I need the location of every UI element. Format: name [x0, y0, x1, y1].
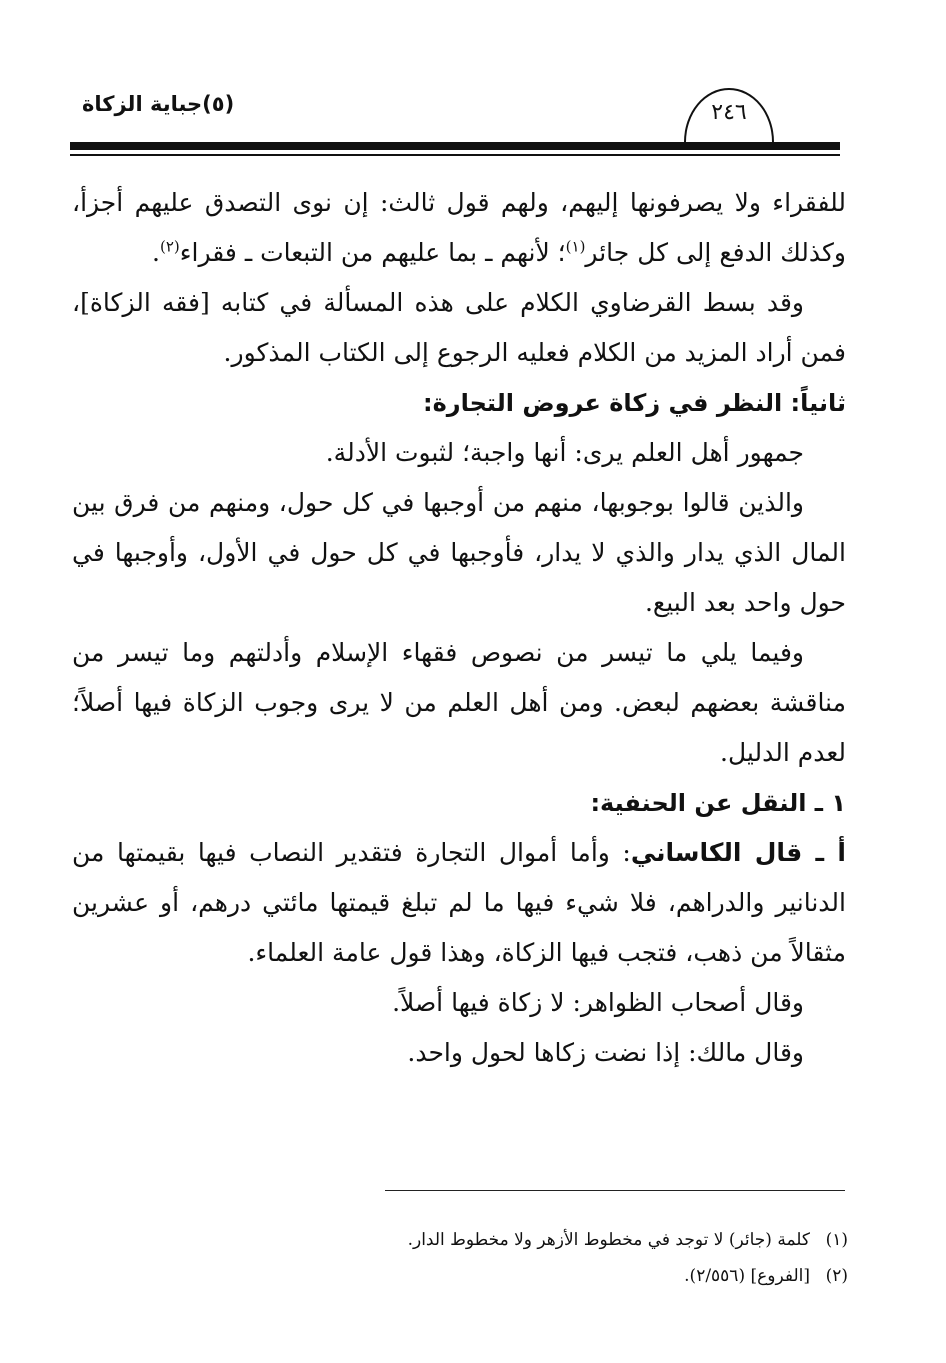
footnote-number: (٢) [825, 1266, 848, 1286]
section-heading-trade-goods: ثانياً: النظر في زكاة عروض التجارة: [423, 389, 846, 417]
paragraph-continuation: للفقراء ولا يصرفونها إليهم، ولهم قول ثالث: إن نوى التصدق عليهم أجزأ، وكذلك الدفع إلى كل جائر$^{(١)}$؛ لأنهم ـ بما عليهم من التبعات ـ فقراء$^{(٢)}$. [72, 188, 846, 267]
footnote-ref-1: (١) [565, 237, 586, 256]
book-title: (٥)جباية الزكاة [82, 92, 235, 116]
page-header [70, 78, 840, 168]
kasani-lead: أ ـ قال الكاساني [630, 838, 846, 867]
paragraph-majority-view: جمهور أهل العلم يرى: أنها واجبة؛ لثبوت الأدلة. [325, 438, 804, 467]
paragraph-qaradawi: وقد بسط القرضاوي الكلام على هذه المسألة في كتابه [فقه الزكاة]، فمن أراد المزيد من الكلام فعليه الرجوع إلى الكتاب المذكور. [72, 288, 846, 367]
page-body [72, 178, 846, 1078]
header-rule-thick [70, 142, 840, 150]
page-number: ٢٤٦ [711, 100, 747, 125]
paragraph-malik: وقال مالك: إذا نضت زكاها لحول واحد. [407, 1038, 804, 1067]
footnote-1 [300, 1222, 848, 1258]
footnote-2 [300, 1258, 848, 1294]
footnote-number: (١) [825, 1230, 848, 1250]
footnote-text: كلمة (جائر) لا توجد في مخطوط الأزهر ولا مخطوط الدار. [407, 1230, 810, 1250]
subsection-heading-hanafi: ١ ـ النقل عن الحنفية: [590, 789, 846, 817]
footnote-text: [الفروع] (٢/٥٥٦). [684, 1266, 810, 1286]
paragraph-kasani: أ ـ قال الكاساني: وأما أموال التجارة فتقدير النصاب فيها بقيمتها من الدنانير والدراهم، فلا شيء فيها ما لم تبلغ قيمتها مائتي درهم، أو عشرين مثقالاً من ذهب، فتجب فيها الزكاة، وهذا قول عامة العلماء. [72, 838, 846, 967]
header-rule-thin [70, 154, 840, 156]
footnote-separator [385, 1190, 845, 1191]
paragraph-obligation-views: والذين قالوا بوجوبها، منهم من أوجبها في كل حول، ومنهم من فرق بين المال الذي يدار والذي لا يدار، فأوجبها في كل حول في الأول، وأوجبها في حول واحد بعد البيع. [72, 488, 846, 617]
footnote-ref-2: (٢) [160, 237, 180, 256]
footnotes [300, 1222, 848, 1294]
paragraph-zahiris: وقال أصحاب الظواهر: لا زكاة فيها أصلاً. [392, 988, 804, 1017]
paragraph-texts-intro: وفيما يلي ما تيسر من نصوص فقهاء الإسلام وأدلتهم وما تيسر من مناقشة بعضهم لبعض. ومن أهل العلم من لا يرى وجوب الزكاة فيها أصلاً؛ لعدم الدليل. [72, 638, 846, 767]
